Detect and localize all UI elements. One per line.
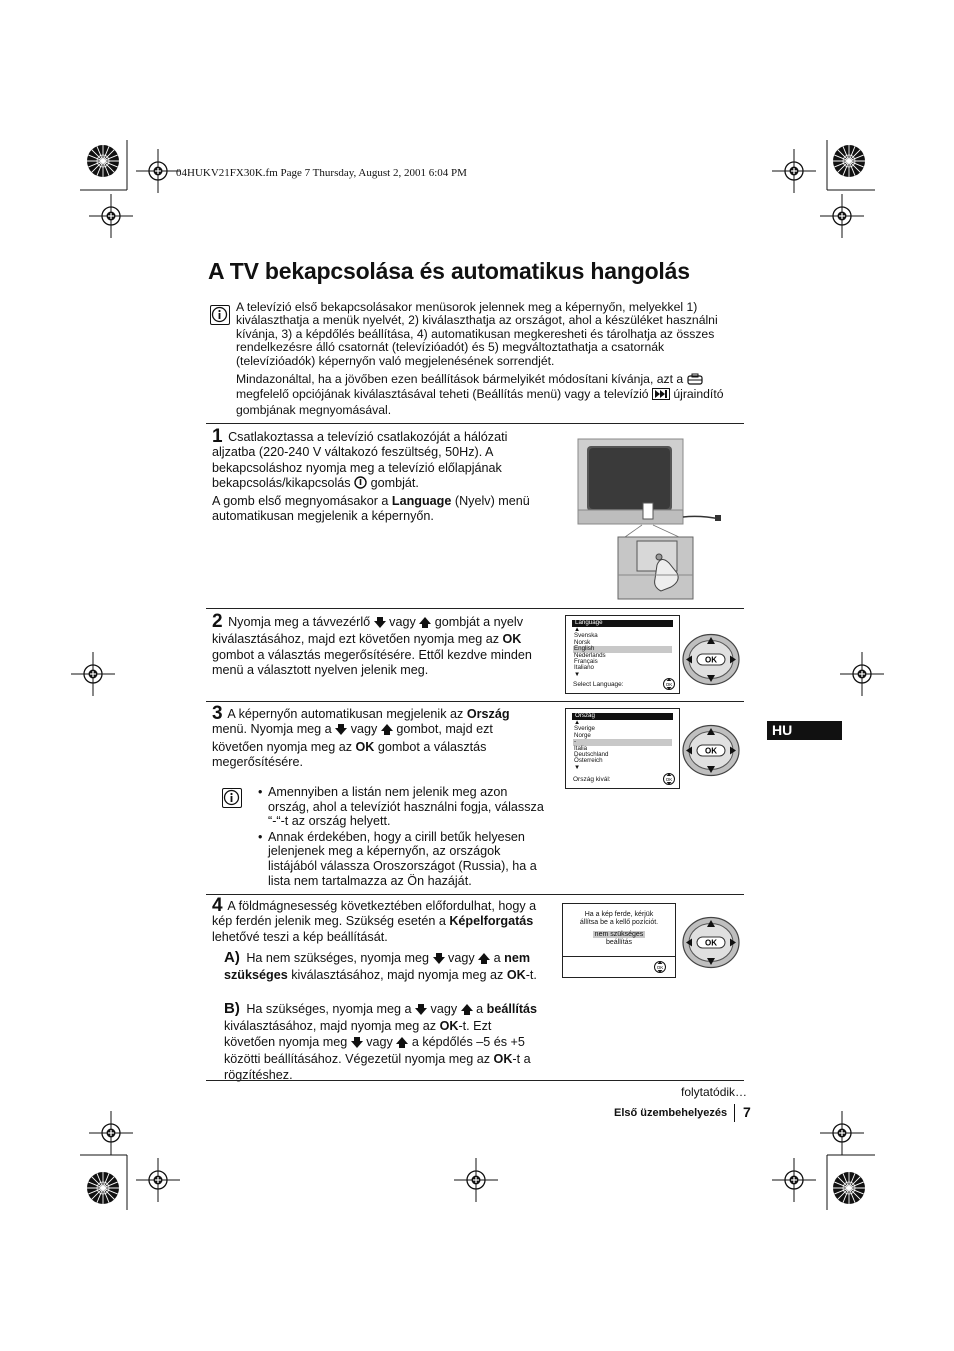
list-item[interactable]: Deutschland [574, 751, 609, 759]
remote-pad [682, 724, 740, 777]
step-4b-text: -t. Ezt követően nyomja meg [224, 1019, 492, 1049]
step-2-text: gombot a választás megerősítésére. Ettől kezdve minden menü a választott nyelven jelenik meg. [212, 647, 532, 678]
footer-divider [734, 1104, 735, 1122]
tilt-option-selected[interactable]: nem szükséges [594, 931, 644, 939]
svg-text:OK: OK [665, 681, 673, 687]
footer-section-title: Első üzembehelyezés [614, 1107, 728, 1119]
step-4a-text: -t. [525, 968, 537, 983]
scroll-down-icon: ▼ [574, 763, 581, 771]
note-item: • Annak érdekében, hogy a cirill betűk helyesen jelenjenek meg a képernyőn, az országok listájából válassza Oroszországot (Russia), ha a lista nem tartalmazza az Ön hazáját. [258, 830, 548, 888]
language-menu [565, 615, 680, 694]
step-4b [224, 1001, 544, 1083]
intro-p2-a: Mindazonáltal, ha a jövőben ezen beállítások bármelyikét módosítani kívánja, azt a [236, 372, 684, 387]
ok-label: OK [502, 632, 522, 647]
arrow-down-icon [374, 617, 386, 632]
page-title: A TV bekapcsolása és automatikus hangolás [208, 258, 690, 284]
country-menu [565, 708, 680, 789]
substep-label: B) [224, 1000, 240, 1017]
arrow-down-icon [335, 724, 347, 739]
intro-p2-c: újraindító gombjának megnyomásával. [236, 387, 724, 417]
step-4b-text: vagy [366, 1034, 393, 1049]
list-item[interactable]: Nederlands [574, 651, 606, 659]
ok-label: OK [355, 739, 375, 754]
step-4a-text: a [493, 951, 501, 965]
substep-label: A) [224, 949, 240, 966]
arrow-down-icon [433, 953, 445, 968]
remote-pad [682, 633, 740, 686]
list-item[interactable]: Français [574, 658, 598, 666]
section-divider [206, 894, 744, 895]
list-item-selected[interactable]: - [573, 739, 672, 745]
toolbox-icon [687, 373, 703, 388]
section-divider [206, 608, 744, 609]
list-item[interactable]: Österreich [574, 757, 603, 765]
section-divider [206, 701, 744, 702]
menu-list [573, 720, 672, 771]
file-header: 04HUKV21FX30K.fm Page 7 Thursday, August 2, 2001 6:04 PM [176, 167, 467, 179]
step-4a [224, 950, 544, 984]
intro-paragraph-1: A televízió első bekapcsolásakor menüsorok jelennek meg a képernyőn, melyekkel 1) kiválaszthatja a menük nyelvét, 2) kiválaszthatja az országot, ahol a készüléket használni kívánja, 3) a képdőlés beállítása, 4) automatikusan megkeresheti és tárolhatja az összes rendelkezésre álló csatornát (televízióadót) és 5) megváltoztathatja a csatornák (televízióadók) képernyőn való megjelenésének sorrendjét. [236, 300, 718, 368]
step-4 [212, 895, 547, 945]
menu-list [573, 627, 672, 678]
country-notes [258, 785, 548, 889]
note-item: • Amennyiben a listán nem jelenik meg azon ország, ahol a televíziót használni fogja, válassza “-“-t az ország helyett. [258, 785, 548, 829]
page-number: 7 [743, 1104, 751, 1120]
tilt-menu [562, 903, 676, 978]
arrow-up-icon [419, 617, 431, 632]
language-label: Language [391, 493, 452, 508]
tilt-menu-line: állítsa be a kellő pozíciót. [579, 918, 659, 926]
step-3-text: menü. Nyomja meg a [212, 722, 332, 737]
step-number: 3 [212, 703, 223, 724]
menu-footer: Ország kivál: [573, 775, 611, 783]
list-item[interactable]: Norsk [574, 638, 591, 646]
arrow-up-icon [461, 1004, 473, 1019]
menu-title: Ország [572, 713, 673, 720]
step-1-text-b: gombját. [370, 476, 419, 491]
power-icon [354, 476, 367, 493]
option-label: beállítás [486, 1002, 538, 1016]
ok-updown-icon [663, 772, 675, 786]
step-4b-text: Ha szükséges, nyomja meg a [246, 1002, 412, 1016]
list-item[interactable]: Norge [574, 731, 591, 739]
list-item[interactable]: Italia [574, 744, 588, 752]
step-4b-text: a [476, 1002, 484, 1016]
step-3-text: vagy [350, 722, 378, 737]
intro-p2-b: megfelelő opciójának kiválasztásával teheti (Beállítás menü) vagy a televízió [236, 387, 649, 402]
ok-button-label: OK [705, 655, 717, 665]
list-item[interactable]: Italiano [574, 664, 594, 672]
step-3 [212, 703, 542, 771]
step-2-text: gombját a nyelv kiválasztásához, majd ezt követően nyomja meg az [212, 615, 523, 647]
step-4b-text: vagy [430, 1002, 458, 1016]
section-divider [206, 423, 744, 424]
menu-footer: Select Language: [573, 680, 624, 688]
ok-label: OK [493, 1052, 513, 1067]
step-3-text: gombot, majd ezt követően nyomja meg az [212, 722, 493, 754]
step-4b-text: -t a rögzítéshez. [224, 1052, 531, 1082]
list-item[interactable]: Svenska [574, 632, 598, 640]
step-2-text: vagy [389, 615, 416, 629]
arrow-down-icon [415, 1004, 427, 1019]
svg-text:OK: OK [656, 964, 664, 970]
list-item[interactable]: Sverige [574, 725, 595, 733]
step-4a-text: Ha nem szükséges, nyomja meg [246, 951, 430, 965]
svg-text:OK: OK [665, 776, 673, 782]
arrow-down-icon [351, 1037, 363, 1052]
info-icon [222, 788, 242, 808]
step-4b-text: a képdőlés –5 és +5 közötti beállításához. Végezetül nyomja meg az [224, 1034, 525, 1067]
language-tab: HU [767, 721, 842, 740]
arrow-up-icon [396, 1037, 408, 1052]
tv-illustration [575, 437, 735, 602]
step-number: 2 [212, 611, 223, 632]
step-4a-text: vagy [448, 951, 475, 965]
intro-paragraph-2 [236, 373, 746, 417]
country-label: Ország [466, 707, 510, 721]
ok-label: OK [439, 1019, 459, 1034]
step-1-text-c: A gomb első megnyomásakor a [212, 493, 389, 508]
step-2 [212, 611, 547, 679]
step-1-text-d: (Nyelv) menü automatikusan megjelenik a képernyőn. [212, 493, 530, 524]
step-3-text: gombot a választás megerősítésére. [212, 739, 487, 770]
scroll-down-icon: ▼ [574, 670, 581, 678]
arrow-up-icon [381, 724, 393, 739]
scroll-up-icon: ▲ [574, 719, 581, 726]
ok-label: OK [506, 968, 526, 983]
step-4-text: lehetővé teszi a kép beállítását. [212, 929, 388, 944]
step-number: 1 [212, 426, 223, 447]
menu-title: Language [572, 620, 673, 627]
ok-button-label: OK [705, 746, 717, 756]
intro-text [236, 301, 746, 422]
step-1 [212, 426, 547, 524]
ok-updown-icon [654, 960, 666, 974]
option-label: nem szükséges [224, 951, 531, 983]
arrow-up-icon [478, 953, 490, 968]
step-4-text: A földmágnesesség következtében előfordulhat, hogy a kép ferdén jelenik meg. Szükség esetén a [212, 899, 537, 929]
step-3-text: A képernyőn automatikusan megjelenik az [227, 707, 464, 721]
section-divider [206, 1080, 744, 1081]
tilt-label: Képelforgatás [449, 914, 534, 929]
step-2-text: Nyomja meg a távvezérlő [228, 615, 371, 629]
tilt-option[interactable]: beállítás [605, 938, 633, 946]
continued-label: folytatódik… [681, 1085, 748, 1099]
step-number: 4 [212, 895, 223, 916]
ok-button-label: OK [705, 938, 717, 948]
ok-updown-icon [663, 677, 675, 691]
step-4b-text: kiválasztásához, majd nyomja meg az [224, 1019, 437, 1034]
remote-pad [682, 916, 740, 969]
tilt-menu-line: Ha a kép ferde, kérjük [584, 911, 654, 918]
reset-button-icon [652, 388, 670, 403]
step-4a-text: kiválasztásához, majd nyomja meg az [291, 968, 504, 983]
list-item-selected[interactable]: English [573, 646, 672, 652]
scroll-up-icon: ▲ [574, 626, 581, 633]
info-icon [210, 305, 230, 325]
step-1-text-a: Csatlakoztassa a televízió csatlakozóját a hálózati aljzatba (220-240 V váltakozó feszültség, 50Hz). A bekapcsoláshoz nyomja meg a televízió előlapjának bekapcsolás/kikapcsolás [212, 430, 508, 491]
